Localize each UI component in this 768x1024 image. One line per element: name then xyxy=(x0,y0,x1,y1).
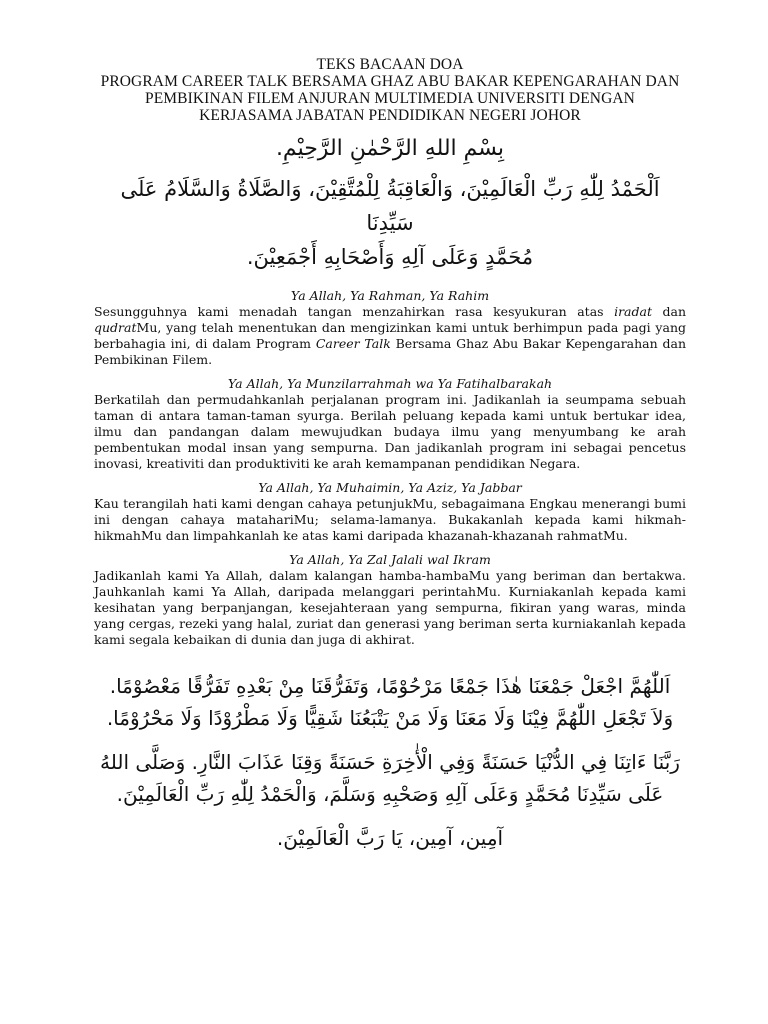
section-heading: Ya Allah, Ya Zal Jalali wal Ikram xyxy=(289,552,491,567)
arabic-closing-prayer xyxy=(94,670,686,734)
section-body xyxy=(94,568,686,648)
section-heading: Ya Allah, Ya Muhaimin, Ya Aziz, Ya Jabbar xyxy=(258,480,522,495)
section-heading: Ya Allah, Ya Rahman, Ya Rahim xyxy=(290,288,490,303)
arabic-closing-line-2: وَلاَ تَجْعَلِ اللّٰهُمَّ فِيْنَا وَلَا مَعَنَا وَلَا مَنْ يَتْبَعُنَا شَقِيًّا وَلَا مَطْرُوْدًا وَلَا مَحْرُوْمًا. xyxy=(106,706,674,730)
body-text: Berkatilah dan permudahkanlah perjalanan program ini. Jadikanlah ia seumpama sebuah taman di antara taman-taman syurga. Berilah peluang kepada kami untuk bertukar idea, ilmu dan pandangan dalam mewujudkan budaya ilmu yang menyumbang ke arah pembentukan modal insan yang sempurna. Dan jadikanlah program ini sebagai pencetus inovasi, kreativiti dan produktiviti ke arah kemampanan pendidikan Negara. xyxy=(94,392,686,471)
emphasized-text: iradat xyxy=(614,304,652,319)
body-text: Mu, yang telah menentukan dan mengizinkan kami untuk berhimpun pada pagi yang berbahagia ini, di dalam Program xyxy=(94,320,686,351)
arabic-amin: آمِين، آمِين، يَا رَبَّ الْعَالَمِيْنَ. xyxy=(276,826,504,850)
arabic-closing-line-3: رَبَّنَا ءَاتِنَا فِي الدُّنْيَا حَسَنَةً وَفِي الْأٰخِرَةِ حَسَنَةً وَقِنَا عَذَابَ النَّارِ. وَصَلَّى اللهُ xyxy=(100,750,680,774)
prayer-section-3 xyxy=(94,480,686,544)
emphasized-text: qudrat xyxy=(94,320,137,335)
arabic-closing-line-1: اَللّٰهُمَّ اجْعَلْ جَمْعَنَا هٰذَا جَمْعًا مَرْحُوْمًا، وَتَفَرُّقَنَا مِنْ بَعْدِهِ تَفَرُّقًا مَعْصُوْمًا. xyxy=(109,674,671,698)
emphasized-text: Career Talk xyxy=(315,336,391,351)
arabic-opening-line-1: اَلْحَمْدُ لِلّٰهِ رَبِّ الْعَالَمِيْنَ، وَالْعَاقِبَةُ لِلْمُتَّقِيْنَ، وَالصَّلَاةُ وَالسَّلَامُ عَلَى سَيِّدِنَا xyxy=(120,177,660,235)
body-text: dan xyxy=(651,304,686,319)
arabic-basmala: بِسْمِ اللهِ الرَّحْمٰنِ الرَّحِيْمِ. xyxy=(275,136,505,161)
prayer-section-1 xyxy=(94,288,686,368)
body-text: Bersama Ghaz Abu Bakar Kepengarahan dan Pembikinan Filem. xyxy=(94,336,686,367)
body-text: Sesungguhnya kami menadah tangan menzahirkan rasa kesyukuran atas xyxy=(94,304,615,319)
section-body xyxy=(94,496,686,544)
title-line-3: PEMBIKINAN FILEM ANJURAN MULTIMEDIA UNIVERSITI DENGAN xyxy=(145,90,635,107)
arabic-opening xyxy=(94,172,686,274)
arabic-closing-prayer-2 xyxy=(94,746,686,810)
title-line-4: KERJASAMA JABATAN PENDIDIKAN NEGERI JOHOR xyxy=(199,107,581,124)
title-line-2: PROGRAM CAREER TALK BERSAMA GHAZ ABU BAKAR KEPENGARAHAN DAN xyxy=(100,73,680,90)
arabic-opening-line-2: مُحَمَّدٍ وَعَلَى آلِهِ وَأَصْحَابِهِ أَجْمَعِيْنَ. xyxy=(246,245,534,269)
arabic-closing-line-4: عَلَى سَيِّدِنَا مُحَمَّدٍ وَعَلَى آلِهِ وَصَحْبِهِ وَسَلَّمَ، وَالْحَمْدُ لِلّٰهِ رَبِّ الْعَالَمِيْنَ. xyxy=(116,782,664,806)
section-heading: Ya Allah, Ya Munzilarrahmah wa Ya Fatihalbarakah xyxy=(227,376,553,391)
section-body xyxy=(94,304,686,368)
body-text: Kau terangilah hati kami dengan cahaya petunjukMu, sebagaimana Engkau menerangi bumi ini dengan cahaya matahariMu; selama-lamanya. Bukakanlah kepada kami hikmah-hikmahMu dan limpahkanlah ke atas kami daripada khazanah-khazanah rahmatMu. xyxy=(94,496,686,543)
section-body xyxy=(94,392,686,472)
body-text: Jadikanlah kami Ya Allah, dalam kalangan hamba-hambaMu yang beriman dan bertakwa. Jauhkanlah kami Ya Allah, daripada melanggari perintahMu. Kurniakanlah kepada kami kesihatan yang berpanjangan, kesejahteraan yang sempurna, fikiran yang waras, minda yang cergas, rezeki yang halal, zuriat dan generasi yang beriman serta kurniakanlah kepada kami segala kebaikan di dunia dan juga di akhirat. xyxy=(94,568,686,647)
document-title xyxy=(94,56,686,124)
title-line-1: TEKS BACAAN DOA xyxy=(316,56,464,73)
prayer-section-2 xyxy=(94,376,686,472)
prayer-section-4 xyxy=(94,552,686,648)
